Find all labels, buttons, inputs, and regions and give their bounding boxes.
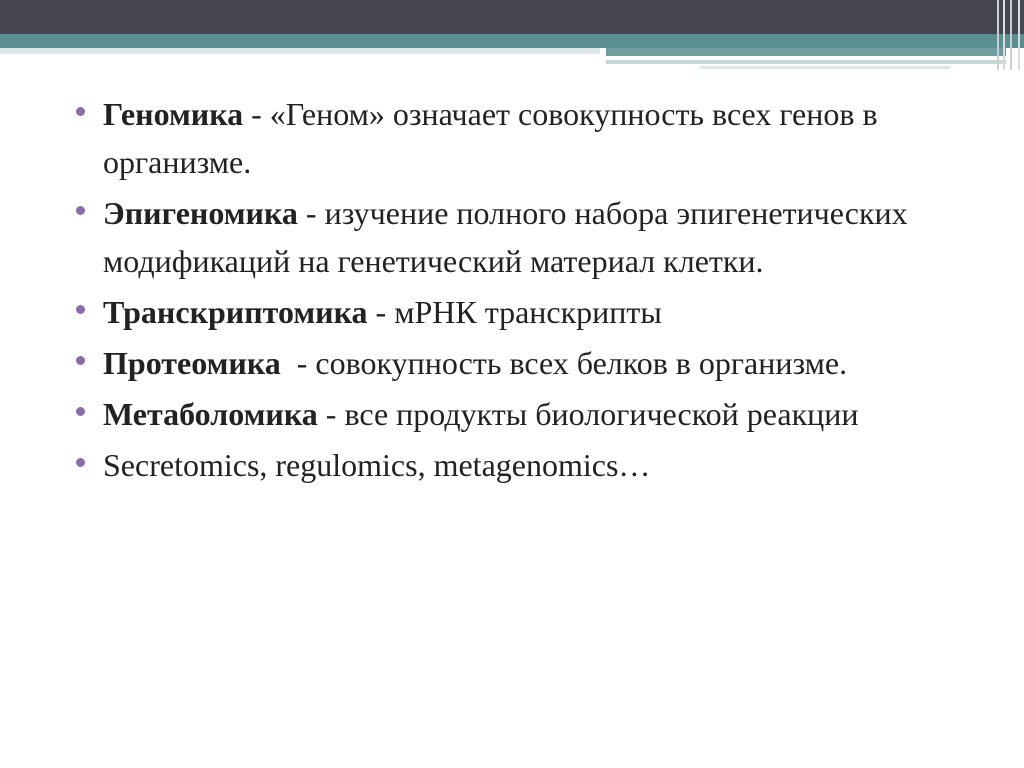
bullet-icon [76, 458, 85, 467]
term-description: - «Геном» означает совокупность всех генов в организме. [103, 96, 878, 180]
term-description: - совокупность всех белков в организме. [280, 345, 848, 381]
term-description: - все продукты биологической реакции [317, 396, 859, 432]
term-label: Транскриптомика [103, 294, 368, 330]
term-description: Secretomics, regulomics, metagenomics… [103, 447, 651, 483]
term-description: - мРНК транскрипты [367, 294, 662, 330]
bullet-icon [76, 107, 85, 116]
list-item-other-omics [76, 441, 956, 489]
header-accent-bar-faint [700, 66, 950, 69]
list-item-metabolomics [76, 390, 956, 438]
header-accent-bar-thin [606, 60, 1006, 64]
term-label: Эпигеномика [103, 195, 298, 231]
term-description: - изучение полного набора эпигенетических модификаций на генетический материал клетки. [103, 195, 908, 279]
header-accent-bar [606, 48, 1006, 56]
header-teal-band [0, 34, 1024, 48]
term-label: Геномика [103, 96, 244, 132]
bullet-icon [76, 356, 85, 365]
list-item-proteomics [76, 339, 956, 387]
header-edge-lines [994, 0, 1024, 70]
header-dark-band [0, 0, 1024, 34]
list-item-genomics [76, 90, 956, 186]
term-label: Метаболомика [103, 396, 318, 432]
term-label: Протеомика [103, 345, 281, 381]
list-item-epigenomics [76, 189, 956, 285]
bullet-list [76, 90, 956, 492]
bullet-icon [76, 206, 85, 215]
header-light-rule [0, 48, 600, 54]
list-item-transcriptomics [76, 288, 956, 336]
bullet-icon [76, 407, 85, 416]
bullet-icon [76, 305, 85, 314]
